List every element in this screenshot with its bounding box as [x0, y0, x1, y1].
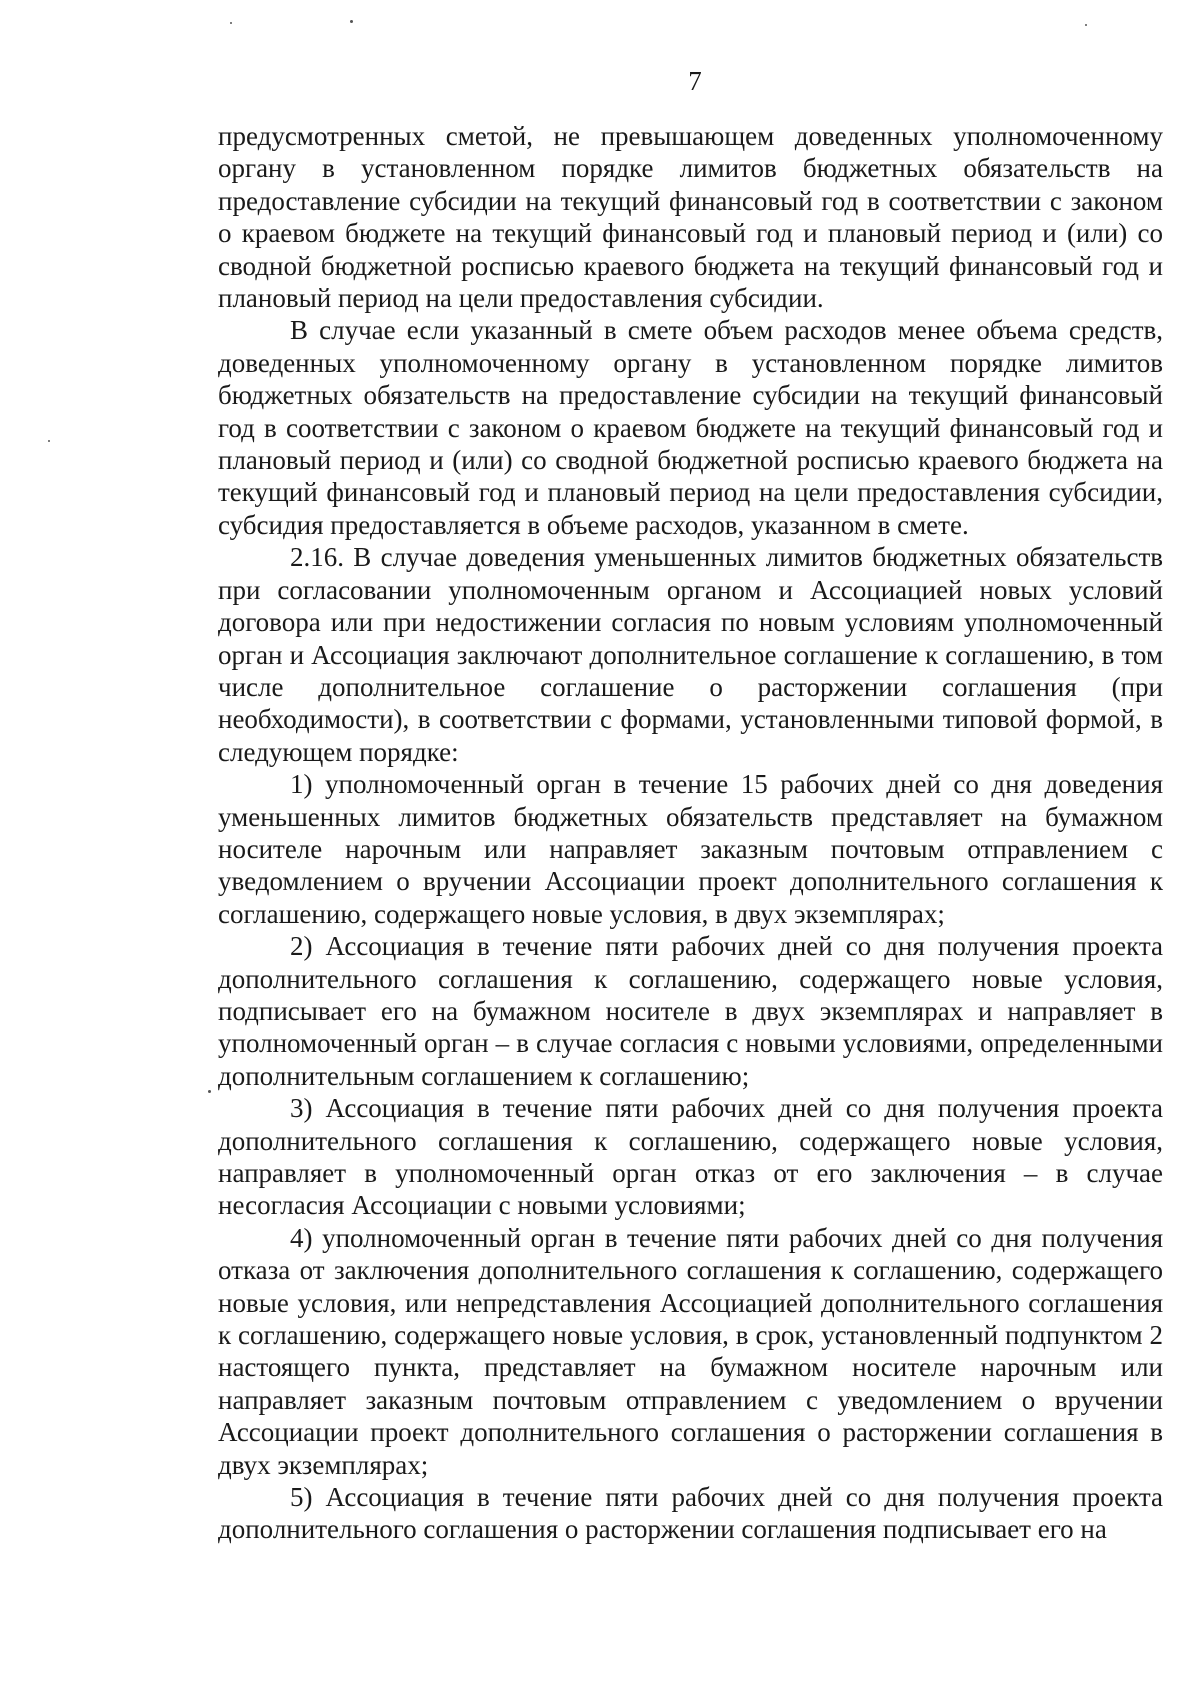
page-number: 7	[688, 66, 702, 96]
document-body	[218, 120, 1163, 1546]
paragraph-item-2: 2) Ассоциация в течение пяти рабочих дней со дня получения проекта дополнительного соглашения к соглашению, содержащего новые условия, подписывает его на бумажном носителе в двух экземплярах и направляет в уполномоченный орган – в случае согласия с новыми условиями, определенными дополнительным соглашением к соглашению;	[218, 931, 1163, 1091]
scan-speck	[1085, 24, 1087, 26]
paragraph-item-5: 5) Ассоциация в течение пяти рабочих дней со дня получения проекта дополнительного соглашения о расторжении соглашения подписывает его на	[218, 1482, 1163, 1545]
paragraph-clause-2-16: 2.16. В случае доведения уменьшенных лимитов бюджетных обязательств при согласовании уполномоченным органом и Ассоциацией новых условий договора или при недостижении согласия по новым условиям уполномоченный орган и Ассоциация заключают дополнительное соглашение к соглашению, в том числе дополнительное соглашение о расторжении соглашения (при необходимости), в соответствии с формами, установленными типовой формой, в следующем порядке:	[218, 542, 1163, 767]
scan-speck	[230, 22, 232, 24]
scan-speck	[48, 440, 50, 442]
paragraph-estimate-volume: В случае если указанный в смете объем расходов менее объема средств, доведенных уполномоченному органу в установленном порядке лимитов бюджетных обязательств на предоставление субсидии на текущий финансовый год в соответствии с законом о краевом бюджете на текущий финансовый год и плановый период и (или) со сводной бюджетной росписью краевого бюджета на текущий финансовый год и плановый период на цели предоставления субсидии, субсидия предоставляется в объеме расходов, указанном в смете.	[218, 315, 1163, 540]
paragraph-item-3: 3) Ассоциация в течение пяти рабочих дней со дня получения проекта дополнительного соглашения к соглашению, содержащего новые условия, направляет в уполномоченный орган отказ от его заключения – в случае несогласия Ассоциации с новыми условиями;	[218, 1093, 1163, 1221]
paragraph-item-1: 1) уполномоченный орган в течение 15 рабочих дней со дня доведения уменьшенных лимитов бюджетных обязательств представляет на бумажном носителе нарочным или направляет заказным почтовым отправлением с уведомлением о вручении Ассоциации проект дополнительного соглашения к соглашению, содержащего новые условия, в двух экземплярах;	[218, 769, 1163, 929]
scan-speck	[350, 20, 353, 23]
paragraph-continuation: предусмотренных сметой, не превышающем доведенных уполномоченному органу в установленном порядке лимитов бюджетных обязательств на предоставление субсидии на текущий финансовый год в соответствии с законом о краевом бюджете на текущий финансовый год и плановый период и (или) со сводной бюджетной росписью краевого бюджета на текущий финансовый год и плановый период на цели предоставления субсидии.	[218, 121, 1163, 314]
paragraph-item-4: 4) уполномоченный орган в течение пяти рабочих дней со дня получения отказа от заключения дополнительного соглашения к соглашению, содержащего новые условия, или непредставления Ассоциацией дополнительного соглашения к соглашению, содержащего новые условия, в срок, установленный подпунктом 2 настоящего пункта, представляет на бумажном носителе нарочным или направляет заказным почтовым отправлением с уведомлением о вручении Ассоциации проект дополнительного соглашения о расторжении соглашения в двух экземплярах;	[218, 1222, 1163, 1480]
scan-speck	[208, 1090, 211, 1093]
